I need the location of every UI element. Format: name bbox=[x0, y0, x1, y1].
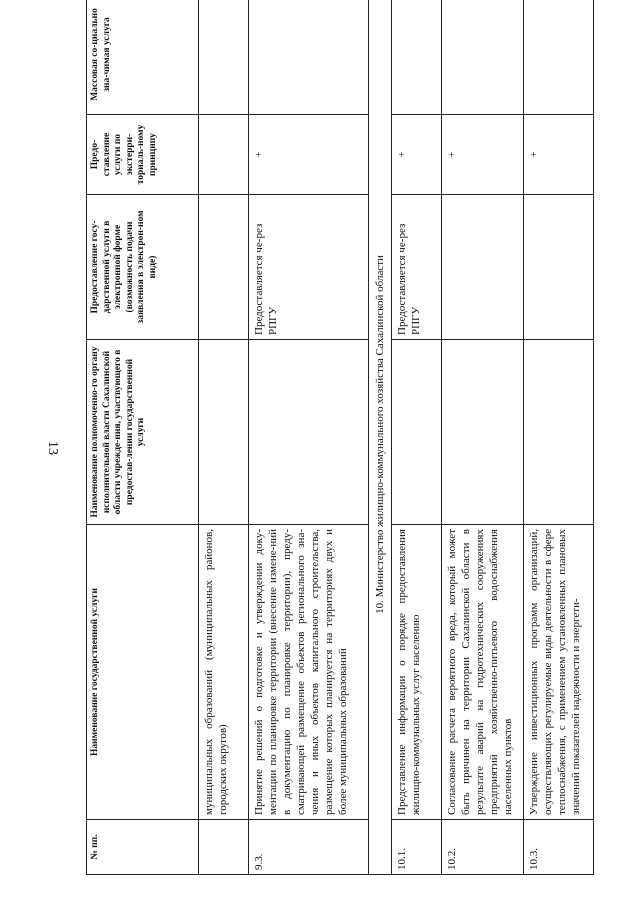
cell-mass bbox=[392, 0, 442, 115]
cell-service: Утверждение инвестиционных программ организаций, осуществляющих регулируемые виды деятельности в сфере теплоснабжения, с применением установленных плановых значений показателей надежности и энергети- bbox=[524, 525, 594, 820]
header-extraterritorial: Предо-ставление услуги по экстерри-ториаль-ному принципу bbox=[87, 115, 199, 195]
header-electronic: Предоставление госу-дарственной услуги в электронной форме (возможность подачи заявления в электрон-ном виде) bbox=[87, 195, 199, 340]
cell-service: муниципальных образований (муниципальных районов, городских округов) bbox=[199, 525, 249, 820]
cell-agency bbox=[249, 340, 369, 525]
cell-mass bbox=[442, 0, 524, 115]
page-number: 13 bbox=[45, 441, 60, 455]
header-row bbox=[87, 0, 199, 875]
cell-extraterritorial: + bbox=[392, 115, 442, 195]
table-row bbox=[249, 0, 369, 875]
header-service: Наименование государственной услуги bbox=[87, 525, 199, 820]
cell-extraterritorial: + bbox=[249, 115, 369, 195]
cell-agency bbox=[199, 340, 249, 525]
table-row bbox=[199, 0, 249, 875]
cell-service: Представление информации о порядке предоставления жилищно-коммунальных услуг населению bbox=[392, 525, 442, 820]
services-table bbox=[86, 0, 594, 875]
section-title: 10. Министерство жилищно-коммунального хозяйства Сахалинской области bbox=[369, 0, 392, 875]
cell-extraterritorial bbox=[199, 115, 249, 195]
cell-agency bbox=[442, 340, 524, 525]
cell-electronic: Предоставляется че-рез РПГУ bbox=[249, 195, 369, 340]
cell-electronic: Предоставляется че-рез РПГУ bbox=[392, 195, 442, 340]
header-agency: Наименование полномоченно-го органу исполнительной власти Сахалинской области учрежде-ния, участвующего в предостав-лении государственной услуги bbox=[87, 340, 199, 525]
cell-mass bbox=[249, 0, 369, 115]
cell-electronic bbox=[442, 195, 524, 340]
cell-num: 10.3. bbox=[524, 820, 594, 875]
cell-extraterritorial: + bbox=[442, 115, 524, 195]
cell-electronic bbox=[524, 195, 594, 340]
cell-service: Согласование расчета вероятного вреда, который может быть причинен на территории Сахалинской области в результате аварий на гидротехнических сооружениях предприятий хозяйственно-питьевого водоснабжения населенных пунктов bbox=[442, 525, 524, 820]
table-row bbox=[442, 0, 524, 875]
header-num: № пп. bbox=[87, 820, 199, 875]
cell-mass bbox=[199, 0, 249, 115]
cell-num: 9.3. bbox=[249, 820, 369, 875]
cell-mass bbox=[524, 0, 594, 115]
header-mass: Массовая со-циально зна-чимая услуга bbox=[87, 0, 199, 115]
table-row bbox=[524, 0, 594, 875]
cell-electronic bbox=[199, 195, 249, 340]
cell-agency bbox=[392, 340, 442, 525]
cell-agency bbox=[524, 340, 594, 525]
cell-num: 10.2. bbox=[442, 820, 524, 875]
cell-num bbox=[199, 820, 249, 875]
services-table-sheet bbox=[86, 0, 606, 875]
cell-extraterritorial: + bbox=[524, 115, 594, 195]
section-row bbox=[369, 0, 392, 875]
cell-service: Принятие решений о подготовке и утверждении доку-ментации по планировке территории (внесение измене-ний в документацию по планировке территории), преду-сматривающей размещение объектов регионального зна-чения и иных объектов капитального строительства, размещение которых планируется на территориях двух и более муниципальных образований bbox=[249, 525, 369, 820]
cell-num: 10.1. bbox=[392, 820, 442, 875]
table-row bbox=[392, 0, 442, 875]
